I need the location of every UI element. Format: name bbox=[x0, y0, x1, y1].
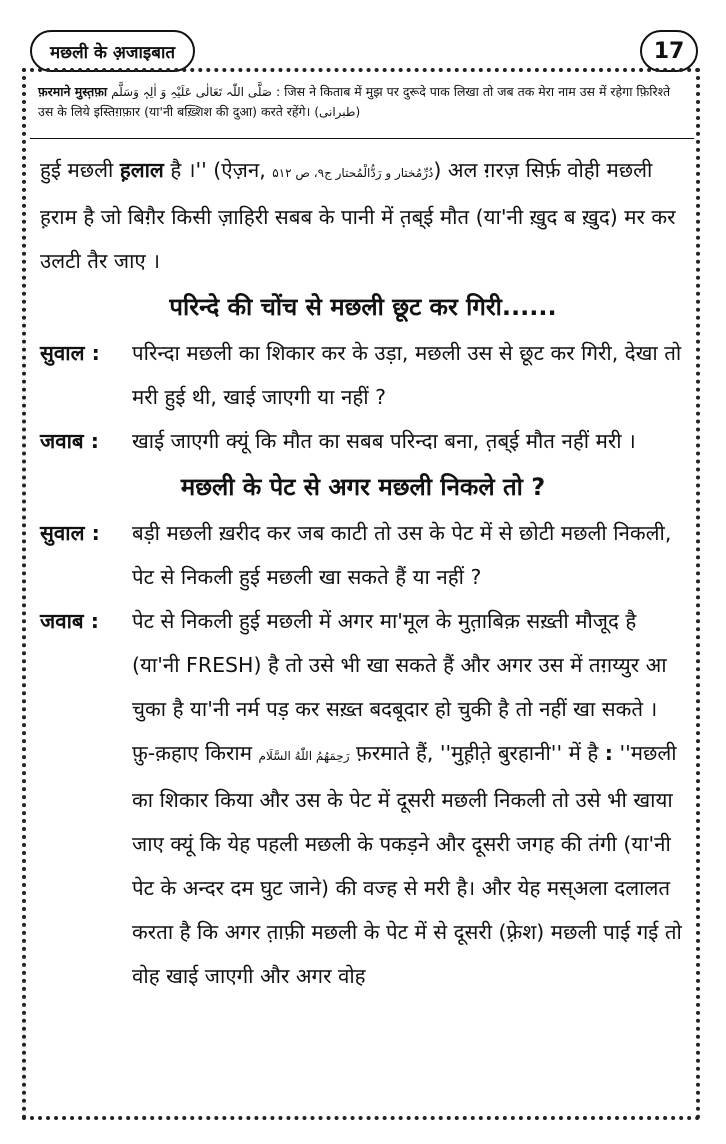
question-2-label: सुवाल : bbox=[40, 521, 100, 545]
section-heading-1: परिन्दे की चोंच से मछली छूट कर गिरी...... bbox=[169, 293, 557, 321]
header-note bbox=[38, 82, 686, 122]
header-note-text: : जिस ने किताब में मुझ पर दुरूदे पाक लिखा तो जब तक मेरा नाम उस में रहेगा फ़िरिश्ते उस के लिये इस्तिग़फ़ार (या'नी बख़्शिश की दुआ) करते रहेंगे। bbox=[38, 84, 671, 119]
answer-2-label: जवाब : bbox=[40, 609, 99, 633]
question-2 bbox=[40, 511, 686, 599]
answer-1-label: जवाब : bbox=[40, 429, 99, 453]
intro-text-1: हुई मछली bbox=[40, 158, 120, 182]
header-note-label: फ़रमाने मुस्त़फ़ा bbox=[38, 84, 108, 99]
answer-1-text: खाई जाएगी क्यूं कि मौत का सबब परिन्दा बना, त़ब्ई मौत नहीं मरी । bbox=[132, 429, 636, 453]
intro-paragraph bbox=[40, 148, 686, 283]
intro-reference: دُرِّمُختار و رَدُّالْمُحتار ج۹، ص ۵۱۲ bbox=[272, 166, 434, 180]
header-note-source: (طبرانی) bbox=[314, 105, 361, 119]
header-note-honorific: صَلَّی اللّٰہ تَعَالٰی عَلَیْہِ وَ اٰلِہٖ وَسَلَّم bbox=[111, 85, 272, 99]
question-1-text: परिन्दा मछली का शिकार कर के उड़ा, मछली उस से छूट कर गिरी, देखा तो मरी हुई थी, खाई जाएगी या नहीं ? bbox=[132, 341, 682, 409]
answer-2-text-3: ''मछली का शिकार किया और उस के पेट में दूसरी मछली निकली तो उसे भी खाया जाए क्यूं कि येह पहली मछली के पकड़ने और दूसरी जगह की तंगी (या'नी पेट के अन्दर दम घुट जाने) की वज्ह से मरी है। और येह मस्अला दलालत करता है कि अगर त़ाफ़ी मछली के पेट में से दूसरी (फ़्रेश) मछली पाई गई तो वोह खाई जाएगी और अगर वोह bbox=[132, 741, 682, 988]
answer-2-colon: : bbox=[604, 741, 613, 765]
answer-2-text bbox=[132, 599, 686, 998]
main-content bbox=[40, 148, 686, 998]
answer-2-text-2: फ़रमाते हैं, ''मुह़ीत़े बुरहानी'' में है bbox=[349, 741, 605, 765]
answer-2-text-1: पेट से निकली हुई मछली में अगर मा'मूल के मुत़ाबिक़ सख़्ती मौजूद है (या'नी FRESH) है तो उसे भी खा सकते हैं और अगर उस में तग़य्युर आ चुका है या'नी नर्म पड़ कर सख़्त बदबूदार हो चुकी है तो नहीं खा सकते । फ़ु-क़हाए किराम bbox=[132, 609, 667, 765]
answer-2 bbox=[40, 599, 686, 998]
running-title: मछली के अ़जाइबात bbox=[30, 30, 195, 72]
header-divider bbox=[30, 138, 694, 139]
section-heading-2: मछली के पेट से अगर मछली निकले तो ? bbox=[180, 473, 546, 501]
answer-2-arabic-honorific: رَحِمَهُمُ اللّٰهُ السَّلَام bbox=[258, 749, 350, 763]
page-number: 17 bbox=[640, 30, 698, 72]
intro-text-2: है ।'' (ऐज़न, bbox=[163, 158, 273, 182]
question-1 bbox=[40, 331, 686, 419]
intro-text-3: ) अल ग़रज़ सिर्फ़ वोही मछली ह़राम है जो बिग़ैर किसी ज़ाहिरी सबब के पानी में त़ब्ई मौत (या'नी ख़ुद ब ख़ुद) मर कर उलटी तैर जाए । bbox=[40, 158, 676, 273]
question-2-text: बड़ी मछली ख़रीद कर जब काटी तो उस के पेट में से छोटी मछली निकली, पेट से निकली हुई मछली खा सकते हैं या नहीं ? bbox=[132, 521, 672, 589]
question-1-label: सुवाल : bbox=[40, 341, 100, 365]
answer-1 bbox=[40, 419, 686, 463]
intro-bold-word: ह़लाल bbox=[119, 158, 164, 182]
